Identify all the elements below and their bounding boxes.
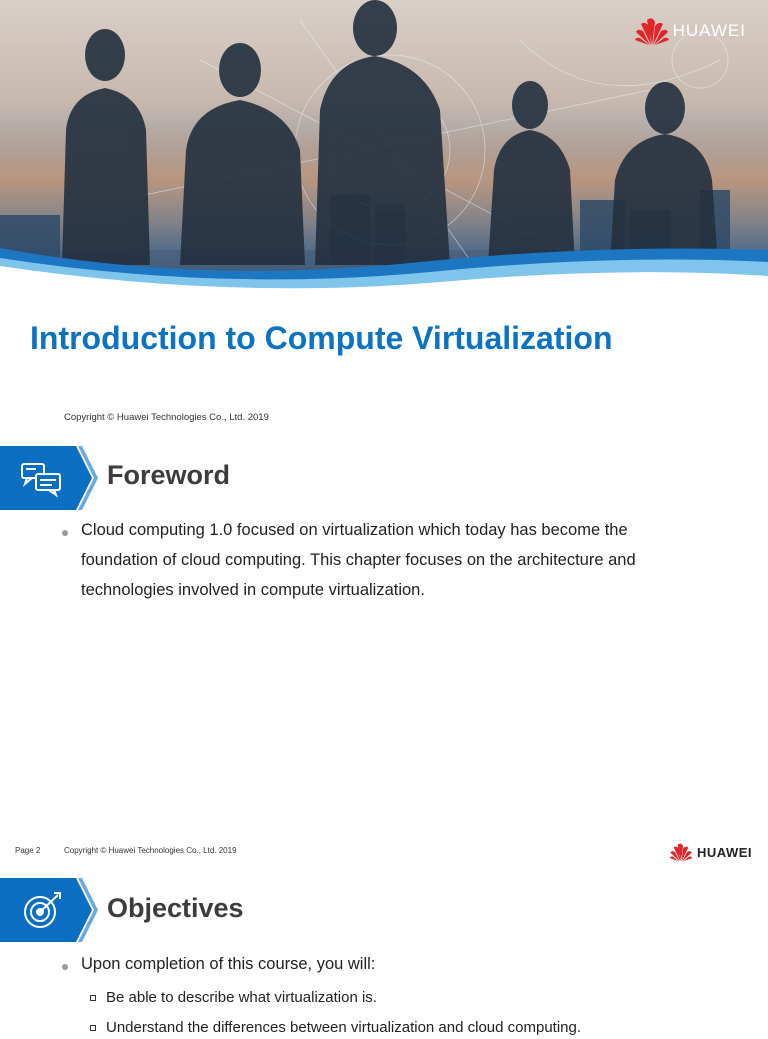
course-title: Introduction to Compute Virtualization bbox=[30, 320, 613, 356]
brand-wordmark: HUAWEI bbox=[697, 844, 752, 860]
brand-wordmark: HUAWEI bbox=[672, 21, 746, 40]
target-icon bbox=[22, 891, 64, 929]
chat-bubbles-icon bbox=[20, 462, 62, 496]
sub-bullet-item bbox=[90, 987, 702, 1009]
bullet-item bbox=[62, 522, 702, 605]
sub-bullet-text: Understand the differences between virtualization and cloud computing. bbox=[106, 1019, 582, 1036]
bullet-item bbox=[62, 956, 702, 979]
sub-bullet-item bbox=[90, 1017, 702, 1039]
sub-bullet-square bbox=[90, 995, 96, 1001]
huawei-flower-icon bbox=[635, 16, 669, 46]
section-title-foreword: Foreword bbox=[107, 460, 231, 490]
huawei-logo-top bbox=[635, 16, 746, 46]
sub-bullet-square bbox=[90, 1025, 96, 1031]
foreword-bullets bbox=[62, 522, 702, 605]
bullet-text: Upon completion of this course, you will: bbox=[81, 955, 376, 973]
bullet-dot bbox=[62, 530, 68, 536]
huawei-flower-icon bbox=[669, 842, 693, 862]
copyright-text: Copyright © Huawei Technologies Co., Ltd. 2019 bbox=[64, 412, 269, 423]
footer-copyright: Copyright © Huawei Technologies Co., Ltd. 2019 bbox=[64, 846, 237, 855]
sub-bullet-text: Be able to describe what virtualization is. bbox=[106, 989, 377, 1006]
section-title-objectives: Objectives bbox=[107, 893, 244, 923]
objectives-bullets bbox=[62, 956, 702, 1039]
bullet-text: Cloud computing 1.0 focused on virtualization which today has become the foundation of cloud computing. This chapter focuses on the architecture and technologies involved in compute virtualization. bbox=[81, 521, 636, 599]
huawei-logo-bottom bbox=[669, 842, 752, 862]
bullet-dot bbox=[62, 964, 68, 970]
footer-page-number: Page 2 bbox=[15, 846, 41, 855]
hero-banner bbox=[0, 0, 768, 290]
